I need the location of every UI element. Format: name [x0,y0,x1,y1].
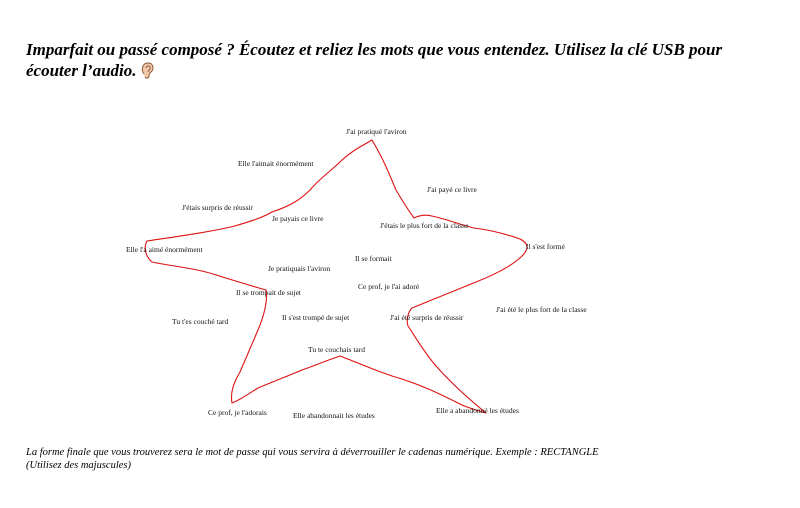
word-label: Je pratiquais l'aviron [268,264,331,273]
exercise-title [26,40,746,81]
word-label: Elle abandonnait les études [293,411,375,420]
instructions [26,446,766,472]
word-label: J'étais le plus fort de la classe [380,221,469,230]
word-label: Elle l'a aimé énormément [126,245,203,254]
word-label: Tu t'es couché tard [172,317,229,326]
word-label: J'ai pratiqué l'aviron [346,127,407,136]
word-label: Ce prof, je l'ai adoré [358,282,420,291]
word-label: J'étais surpris de réussir [182,203,254,212]
word-label: Ce prof, je l'adorais [208,408,267,417]
word-label: Elle l'aimait énormément [238,159,314,168]
word-label: Il se formait [355,254,392,263]
word-label: Il se trompait de sujet [236,288,301,297]
instructions-note: (Utilisez des majuscules) [26,460,131,471]
title-text: Imparfait ou passé composé ? Écoutez et reliez les mots que vous entendez. Utilisez la clé USB pour écouter l’audio. [26,40,723,80]
star-outline [145,140,527,413]
word-label: Je payais ce livre [272,214,324,223]
instructions-line: La forme finale que vous trouverez sera le mot de passe qui vous servira à déverrouiller le cadenas numérique. Exemple : RECTANGLE [26,447,599,458]
word-label: Il s'est trompé de sujet [282,313,350,322]
word-label: J'ai été surpris de réussir [390,313,464,322]
word-label: Il s'est formé [526,242,565,251]
word-label: J'ai été le plus fort de la classe [496,305,587,314]
word-label: Tu te couchais tard [308,345,366,354]
word-label: J'ai payé ce livre [427,185,477,194]
ear-icon [138,60,158,80]
word-label: Elle a abandonné les études [436,406,519,415]
